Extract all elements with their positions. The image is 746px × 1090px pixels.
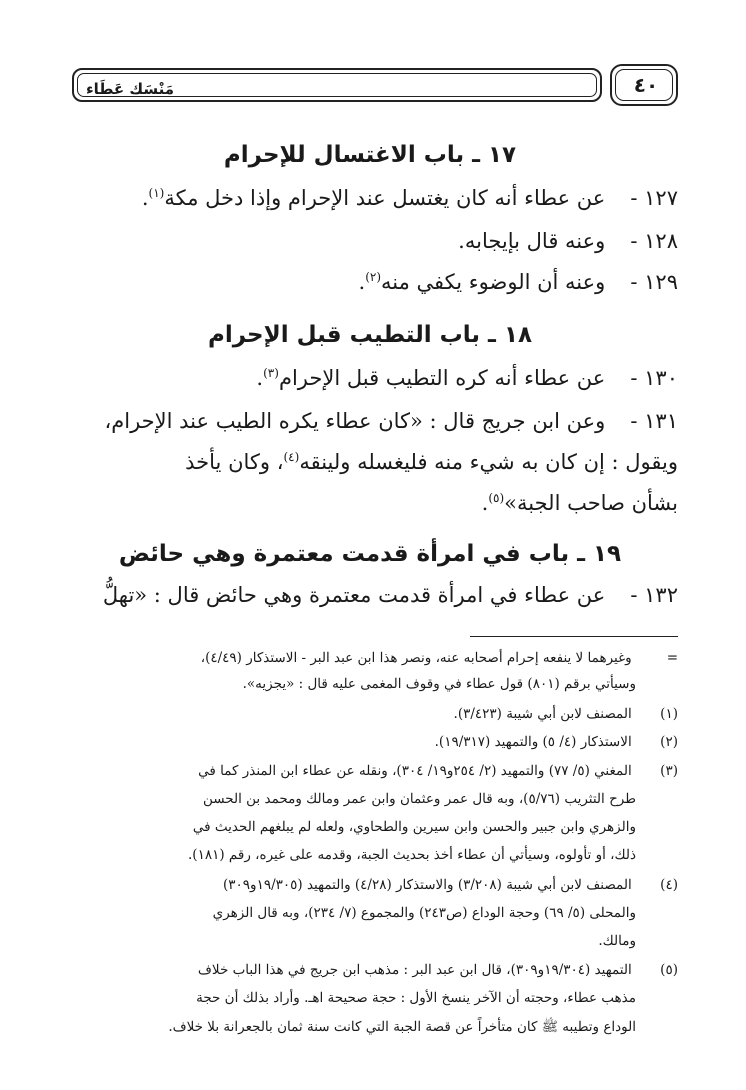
footnote-ref: (١): [148, 186, 165, 200]
entry-text: عن عطاء في امرأة قدمت معتمرة وهي حائض قال : «تهلُّ: [102, 583, 606, 607]
footnote-3-line-4: ذلك، أو تأولوه، وسيأتي أن عطاء أخذ بحديث الجبة، وقدمه على غيره، رقم (١٨١).: [188, 847, 636, 863]
entry-130: [58, 366, 678, 390]
footnote-3: [72, 763, 678, 779]
entry-number: ١٣٠ -: [630, 366, 678, 390]
entry-punct: .: [141, 186, 149, 210]
footnote-3-line-2: طرح التثريب (٥/٧٦)، وبه قال عمر وعثمان وابن عمر ومالك ومحمد بن الحسن: [202, 791, 636, 807]
chapter-heading-19: ١٩ ـ باب في امرأة قدمت معتمرة وهي حائض: [118, 541, 622, 567]
chapter-heading-17: ١٧ ـ باب الاغتسال للإحرام: [223, 142, 517, 168]
footnote-4: [72, 877, 678, 893]
footnote-number: =: [666, 650, 678, 666]
footnote-separator: [470, 636, 678, 637]
footnote-5-line-2: مذهب عطاء، وحجته أن الآخر ينسخ الأول : حجة صحيحة اهـ. وأراد بذلك أن حجة: [196, 990, 636, 1006]
entry-number: ١٢٧ -: [630, 186, 678, 210]
footnote-5: [72, 962, 678, 978]
footnote-continued: [72, 650, 678, 666]
page-header: [72, 64, 678, 108]
entry-number: ١٢٨ -: [630, 229, 678, 253]
entry-text: وعنه قال بإيجابه.: [458, 229, 606, 253]
footnote-ref: (٤): [283, 450, 300, 464]
entry-text: عن عطاء أنه كره التطيب قبل الإحرام: [278, 366, 606, 390]
footnote-1: [72, 706, 678, 722]
entry-129: [58, 270, 678, 294]
entry-punct: .: [256, 366, 264, 390]
footnote-text: الاستذكار (٤/ ٥) والتمهيد (١٩/٣١٧).: [434, 734, 632, 750]
entry-number: ١٣١ -: [630, 409, 678, 433]
entry-131-line-3: [58, 491, 678, 515]
entry-text: بشأن صاحب الجبة»: [504, 491, 678, 515]
entry-text: وعن ابن جريج قال : «كان عطاء يكره الطيب عند الإحرام،: [104, 409, 606, 433]
footnote-text: وغيرهما لا ينفعه إحرام أصحابه عنه، ونصر هذا ابن عبد البر - الاستذكار (٤/٤٩)،: [200, 650, 632, 666]
footnote-number: (٤): [660, 877, 678, 893]
entry-text: وعنه أن الوضوء يكفي منه: [381, 270, 606, 294]
footnote-text: المصنف لابن أبي شيبة (٣/٤٢٣).: [453, 706, 632, 722]
entry-text: عن عطاء أنه كان يغتسل عند الإحرام وإذا دخل مكة: [164, 186, 606, 210]
footnote-text: المصنف لابن أبي شيبة (٣/٢٠٨) والاستذكار (٤/٢٨) والتمهيد (١٩/٣٠٥و٣٠٩): [223, 877, 632, 893]
entry-132: [58, 583, 678, 607]
entry-number: ١٣٢ -: [630, 583, 678, 607]
footnote-number: (٢): [660, 734, 678, 750]
entry-number: ١٢٩ -: [630, 270, 678, 294]
running-title: مَنْسَك عَطَاء: [86, 80, 175, 98]
chapter-heading-18: ١٨ ـ باب التطيب قبل الإحرام: [207, 322, 533, 348]
footnote-ref: (٢): [365, 270, 382, 284]
footnote-4-line-2: والمحلى (٥/ ٦٩) وحجة الوداع (ص٢٤٣) والمجموع (٧/ ٢٣٤)، وبه قال الزهري: [212, 905, 636, 921]
footnote-4-line-3: ومالك.: [598, 933, 636, 949]
entry-punct: .: [358, 270, 366, 294]
footnote-ref: (٣): [263, 366, 279, 380]
page-number-frame: [610, 64, 678, 106]
footnote-text: التمهيد (١٩/٣٠٤و٣٠٩)، قال ابن عبد البر : مذهب ابن جريج في هذا الباب خلاف: [197, 962, 632, 978]
entry-131: [58, 409, 678, 433]
entry-text: ويقول : إن كان به شيء منه فليغسله ولينقه: [299, 450, 678, 474]
running-title-frame: [72, 68, 602, 102]
footnote-continued-line: وسيأتي برقم (٨٠١) قول عطاء في وقوف المغمى عليه قال : «يجزيه».: [242, 676, 636, 692]
footnote-number: (١): [660, 706, 678, 722]
footnote-number: (٣): [660, 763, 678, 779]
footnote-5-line-3: الوداع وتطيبه ﷺ كان متأخراً عن قصة الجبة التي كانت سنة ثمان بالجعرانة بلا خلاف.: [168, 1019, 636, 1035]
entry-text: ، وكان يأخذ: [185, 450, 284, 474]
footnote-3-line-3: والزهري وابن جبير والحسن وابن سيرين والطحاوي، ولعله لم يبلغهم الحديث في: [192, 819, 636, 835]
entry-131-line-2: [58, 450, 678, 474]
page-number: ٤٠: [633, 73, 659, 97]
footnote-text: المغني (٥/ ٧٧) والتمهيد (٢/ ٢٥٤و١٩/ ٣٠٤)، ونقله عن عطاء ابن المنذر كما في: [198, 763, 632, 779]
entry-127: [58, 186, 678, 210]
entry-128: [58, 229, 678, 253]
entry-punct: .: [481, 491, 489, 515]
footnote-2: [72, 734, 678, 750]
footnote-number: (٥): [660, 962, 678, 978]
footnote-ref: (٥): [488, 491, 505, 505]
